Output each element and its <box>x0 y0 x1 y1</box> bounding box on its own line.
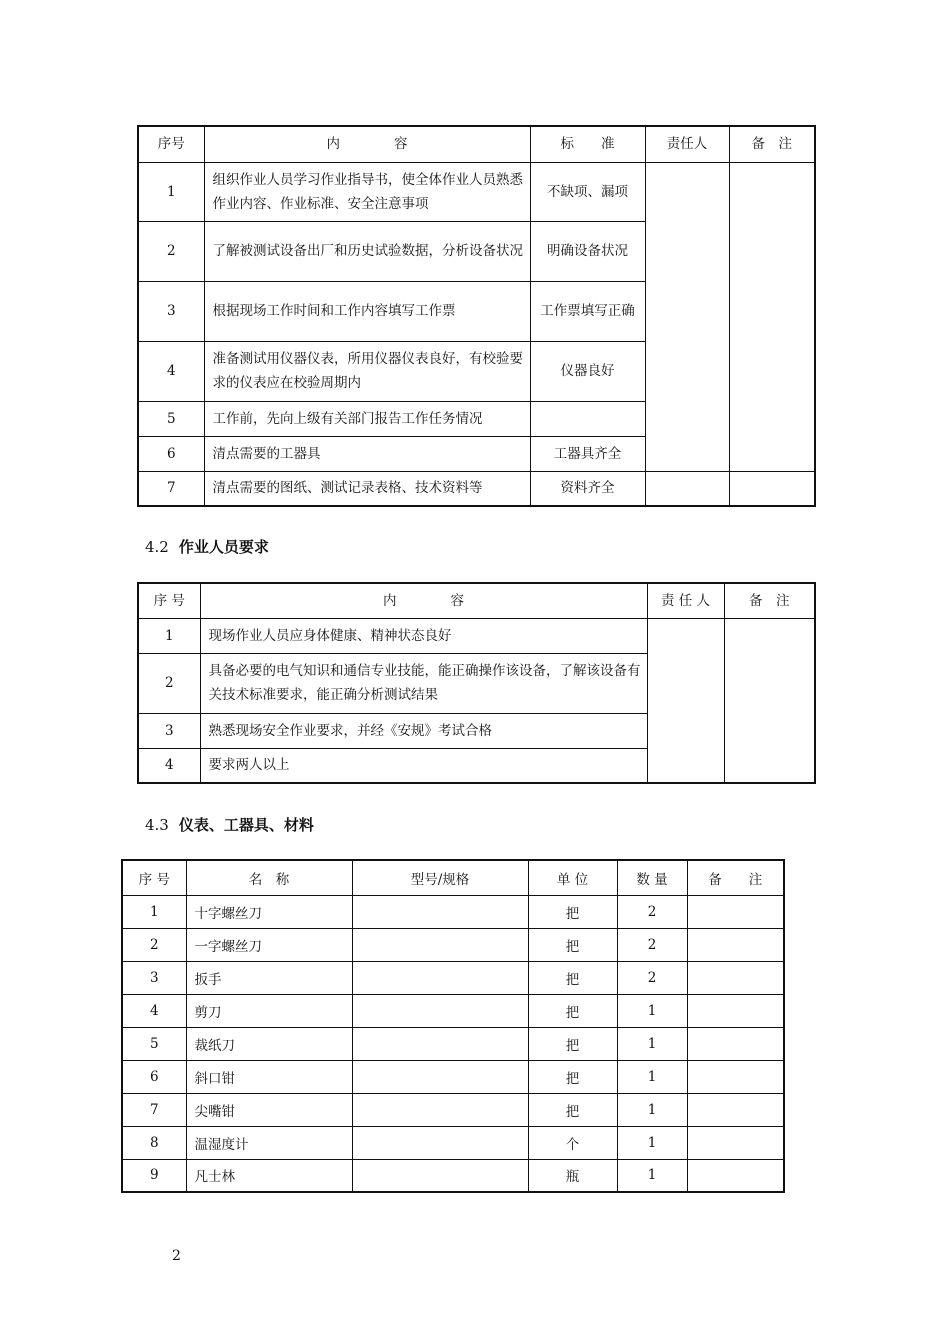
row-quantity: 1 <box>617 1093 687 1126</box>
row-name: 斜口钳 <box>186 1060 352 1093</box>
header-standard: 标 准 <box>530 126 645 162</box>
row-spec <box>352 994 528 1027</box>
section-number: 4.2 <box>145 538 169 556</box>
header-unit: 单 位 <box>528 860 617 895</box>
row-unit: 把 <box>528 1027 617 1060</box>
row-spec <box>352 1159 528 1192</box>
row-quantity: 1 <box>617 1126 687 1159</box>
row-serial: 4 <box>138 341 204 401</box>
row-quantity: 1 <box>617 1060 687 1093</box>
table-row <box>122 1093 784 1126</box>
row-serial: 2 <box>138 653 200 713</box>
table-row <box>122 994 784 1027</box>
row-remarks <box>687 994 784 1027</box>
row-name: 尖嘴钳 <box>186 1093 352 1126</box>
row-standard: 工作票填写正确 <box>530 281 645 341</box>
row-name: 凡士林 <box>186 1159 352 1192</box>
row-content: 具备必要的电气知识和通信专业技能，能正确操作该设备，了解该设备有关技术标准要求，能正确分析测试结果 <box>200 653 647 713</box>
row-name: 十字螺丝刀 <box>186 895 352 928</box>
row-standard: 不缺项、漏项 <box>530 162 645 221</box>
tools-table <box>121 859 785 1193</box>
preparation-table <box>137 125 816 507</box>
row-quantity: 1 <box>617 994 687 1027</box>
row-content: 根据现场工作时间和工作内容填写工作票 <box>204 281 530 341</box>
row-serial: 7 <box>138 471 204 506</box>
responsible-cell <box>647 618 724 783</box>
responsible-cell <box>645 162 729 471</box>
row-standard <box>530 401 645 436</box>
table-row <box>122 895 784 928</box>
row-serial: 9 <box>122 1159 186 1192</box>
row-unit: 把 <box>528 928 617 961</box>
row-name: 温湿度计 <box>186 1126 352 1159</box>
row-unit: 把 <box>528 1060 617 1093</box>
row-spec <box>352 1126 528 1159</box>
table-row <box>122 1060 784 1093</box>
responsible-cell <box>645 471 729 506</box>
section-heading-4-3 <box>145 814 314 835</box>
row-content: 清点需要的工器具 <box>204 436 530 471</box>
row-unit: 把 <box>528 895 617 928</box>
table-row <box>122 1126 784 1159</box>
remarks-cell <box>729 471 815 506</box>
table-row <box>138 618 815 653</box>
section-title: 仪表、工器具、材料 <box>178 816 314 834</box>
row-spec <box>352 1027 528 1060</box>
row-standard: 仪器良好 <box>530 341 645 401</box>
row-content: 准备测试用仪器仪表，所用仪器仪表良好，有校验要求的仪表应在校验周期内 <box>204 341 530 401</box>
section-heading-4-2 <box>145 536 269 557</box>
row-serial: 2 <box>138 221 204 281</box>
row-remarks <box>687 928 784 961</box>
row-spec <box>352 1060 528 1093</box>
row-spec <box>352 928 528 961</box>
row-spec <box>352 1093 528 1126</box>
row-serial: 4 <box>138 748 200 783</box>
section-number: 4.3 <box>145 816 169 834</box>
row-remarks <box>687 1159 784 1192</box>
remarks-cell <box>729 162 815 471</box>
row-content: 了解被测试设备出厂和历史试验数据，分析设备状况 <box>204 221 530 281</box>
row-content: 要求两人以上 <box>200 748 647 783</box>
header-quantity: 数 量 <box>617 860 687 895</box>
row-quantity: 2 <box>617 928 687 961</box>
row-serial: 1 <box>138 162 204 221</box>
row-serial: 7 <box>122 1093 186 1126</box>
header-responsible: 责任人 <box>645 126 729 162</box>
row-serial: 5 <box>138 401 204 436</box>
header-serial: 序 号 <box>138 583 200 618</box>
row-content: 组织作业人员学习作业指导书，使全体作业人员熟悉作业内容、作业标准、安全注意事项 <box>204 162 530 221</box>
row-serial: 1 <box>122 895 186 928</box>
table-row <box>138 162 815 221</box>
row-name: 剪刀 <box>186 994 352 1027</box>
table-row <box>122 961 784 994</box>
remarks-cell <box>724 618 815 783</box>
row-remarks <box>687 1027 784 1060</box>
row-remarks <box>687 895 784 928</box>
header-content: 内 容 <box>200 583 647 618</box>
row-content: 清点需要的图纸、测试记录表格、技术资料等 <box>204 471 530 506</box>
row-spec <box>352 895 528 928</box>
row-unit: 把 <box>528 994 617 1027</box>
table-row <box>122 928 784 961</box>
row-serial: 8 <box>122 1126 186 1159</box>
row-serial: 1 <box>138 618 200 653</box>
row-remarks <box>687 961 784 994</box>
row-quantity: 1 <box>617 1027 687 1060</box>
header-serial: 序 号 <box>122 860 186 895</box>
row-content: 现场作业人员应身体健康、精神状态良好 <box>200 618 647 653</box>
row-standard: 明确设备状况 <box>530 221 645 281</box>
table-row <box>138 471 815 506</box>
row-serial: 2 <box>122 928 186 961</box>
row-serial: 6 <box>122 1060 186 1093</box>
row-unit: 个 <box>528 1126 617 1159</box>
row-remarks <box>687 1060 784 1093</box>
row-unit: 瓶 <box>528 1159 617 1192</box>
header-spec: 型号/规格 <box>352 860 528 895</box>
header-remarks: 备 注 <box>687 860 784 895</box>
section-title: 作业人员要求 <box>178 538 269 556</box>
row-standard: 资料齐全 <box>530 471 645 506</box>
row-remarks <box>687 1093 784 1126</box>
header-remarks: 备 注 <box>729 126 815 162</box>
personnel-table <box>137 582 816 784</box>
row-quantity: 2 <box>617 961 687 994</box>
header-responsible: 责 任 人 <box>647 583 724 618</box>
row-serial: 6 <box>138 436 204 471</box>
row-spec <box>352 961 528 994</box>
header-content: 内 容 <box>204 126 530 162</box>
table-row <box>122 1027 784 1060</box>
header-remarks: 备 注 <box>724 583 815 618</box>
row-serial: 3 <box>138 281 204 341</box>
row-content: 工作前，先向上级有关部门报告工作任务情况 <box>204 401 530 436</box>
row-remarks <box>687 1126 784 1159</box>
header-serial: 序号 <box>138 126 204 162</box>
page-number: 2 <box>172 1248 181 1264</box>
row-quantity: 2 <box>617 895 687 928</box>
row-name: 一字螺丝刀 <box>186 928 352 961</box>
row-unit: 把 <box>528 961 617 994</box>
row-quantity: 1 <box>617 1159 687 1192</box>
row-unit: 把 <box>528 1093 617 1126</box>
row-name: 扳手 <box>186 961 352 994</box>
row-standard: 工器具齐全 <box>530 436 645 471</box>
header-name: 名 称 <box>186 860 352 895</box>
row-serial: 4 <box>122 994 186 1027</box>
row-content: 熟悉现场安全作业要求，并经《安规》考试合格 <box>200 713 647 748</box>
row-serial: 3 <box>122 961 186 994</box>
row-serial: 5 <box>122 1027 186 1060</box>
row-serial: 3 <box>138 713 200 748</box>
table-row <box>122 1159 784 1192</box>
row-name: 裁纸刀 <box>186 1027 352 1060</box>
